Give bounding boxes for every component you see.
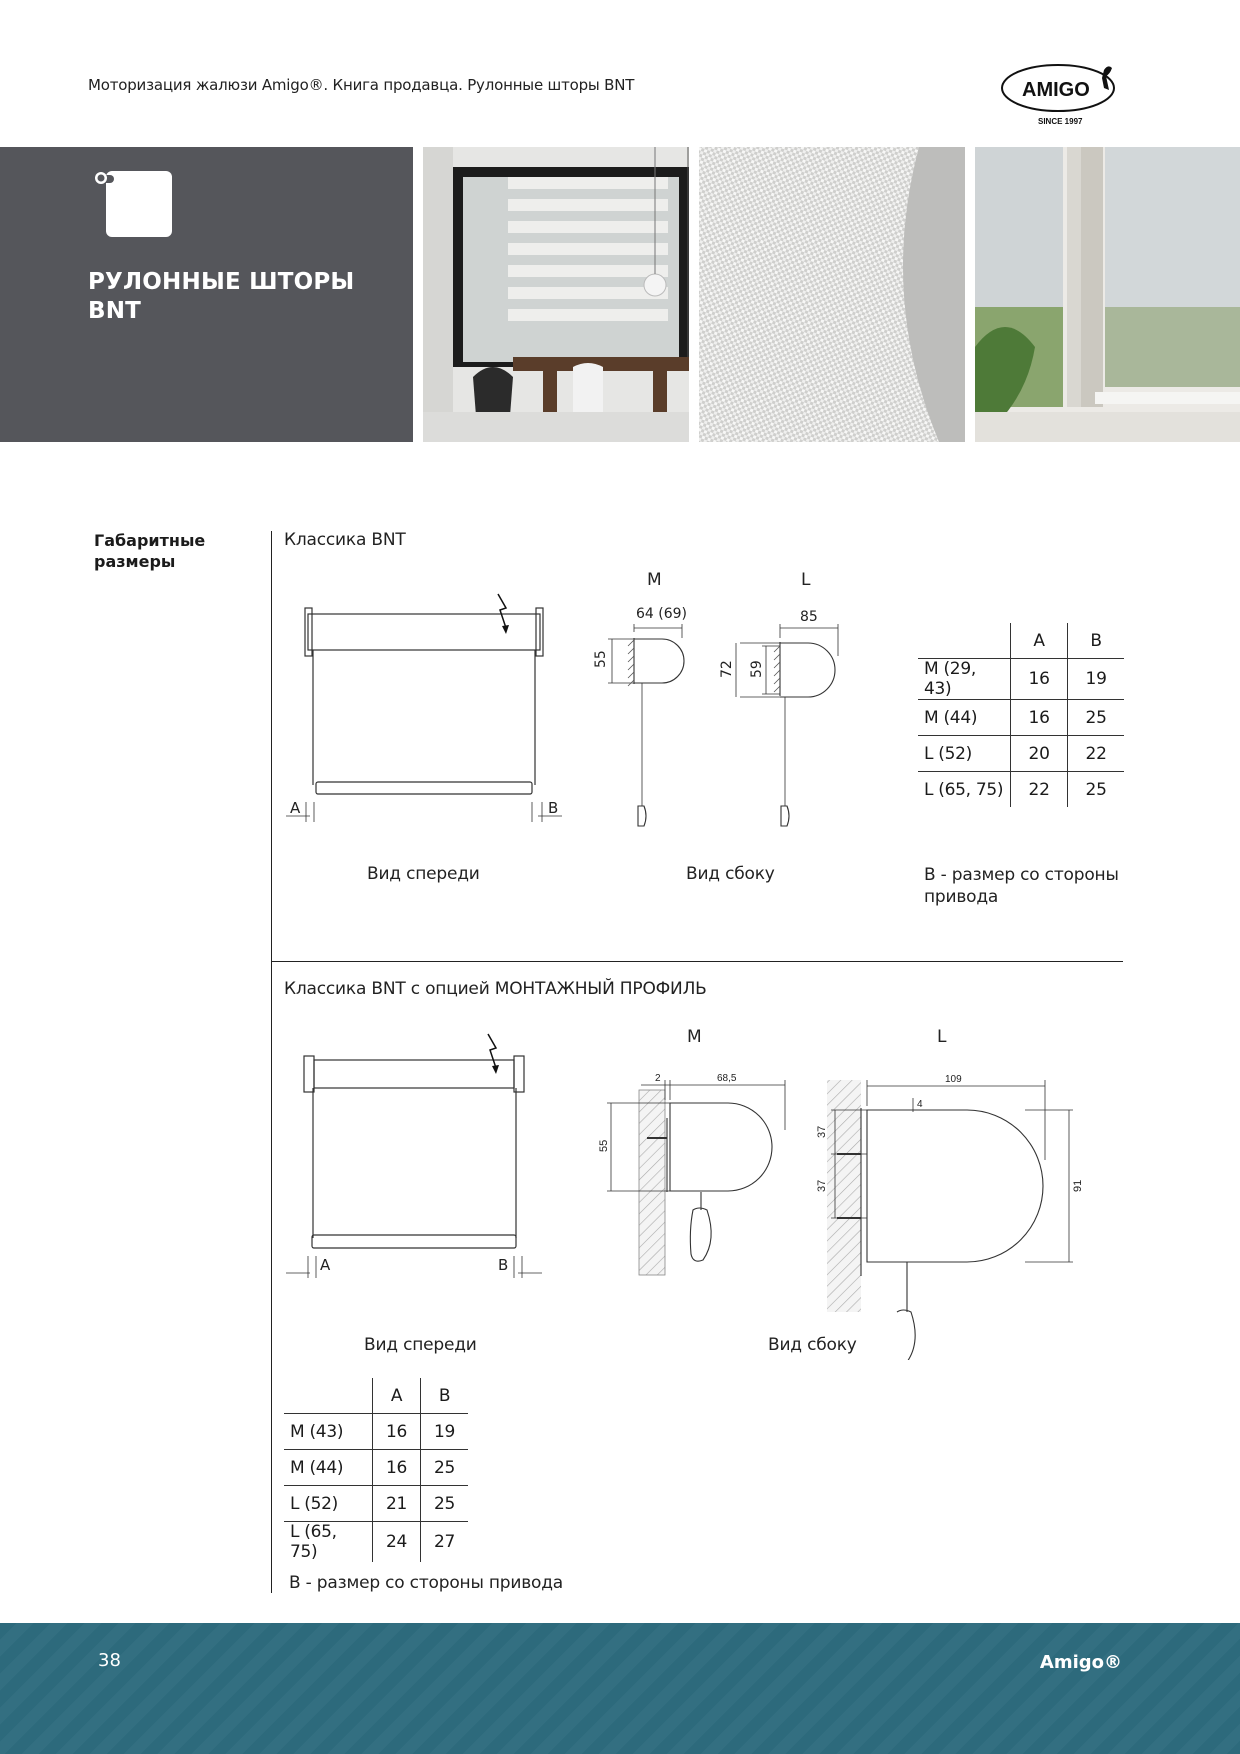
svg-text:A: A [290,799,301,817]
svg-text:37: 37 [816,1125,828,1138]
svg-text:SINCE 1997: SINCE 1997 [1038,117,1083,126]
section1-note: B - размер со стороны привода [924,865,1119,907]
banner-title-line1: РУЛОННЫЕ ШТОРЫ [88,269,355,295]
section-divider [271,961,1123,962]
svg-text:M: M [687,1027,702,1047]
section1-caption-side: Вид сбоку [686,864,775,884]
svg-text:64 (69): 64 (69) [636,606,688,622]
section2-side-view-drawing [595,1020,1085,1360]
table-row: L (52) 20 22 [918,736,1124,772]
table-row: M (43) 16 19 [284,1414,468,1450]
section1-title: Классика BNT [284,530,406,550]
table-header-a: A [1011,623,1068,659]
svg-text:59: 59 [749,660,765,678]
photo-fabric-texture [699,147,965,442]
svg-text:37: 37 [816,1179,828,1192]
section-label-line1: Габаритные [94,531,206,550]
svg-text:B: B [498,1256,509,1274]
section1-dimension-table [918,623,1124,807]
table-row: L (65, 75) 22 25 [918,772,1124,808]
vertical-divider [271,531,272,1593]
svg-text:A: A [320,1256,331,1274]
svg-text:72: 72 [719,660,735,678]
amigo-logo [1000,58,1125,128]
footer-brand: Amigo® [1039,1652,1122,1673]
section2-note: B - размер со стороны привода [289,1573,564,1593]
section-label [94,530,205,572]
page-footer [0,1623,1240,1754]
svg-text:55: 55 [598,1139,610,1152]
banner-title-line2: BNT [88,298,142,324]
table-row: L (52) 21 25 [284,1486,468,1522]
svg-text:55: 55 [593,650,609,668]
table-header-b: B [1068,623,1124,659]
section2-caption-side: Вид сбоку [768,1335,857,1355]
svg-text:4: 4 [917,1099,923,1110]
section2-caption-front: Вид спереди [364,1335,477,1355]
svg-text:85: 85 [800,609,818,625]
svg-text:L: L [801,570,811,590]
svg-text:109: 109 [945,1074,962,1085]
svg-text:L: L [937,1027,947,1047]
section-label-line2: размеры [94,552,176,571]
svg-text:68,5: 68,5 [717,1073,737,1084]
page-number: 38 [98,1650,121,1671]
svg-text:AMIGO: AMIGO [1022,79,1090,101]
table-row: L (65, 75) 24 27 [284,1522,468,1563]
roller-blind-icon [92,169,176,239]
section2-title: Классика BNT с опцией МОНТАЖНЫЙ ПРОФИЛЬ [284,979,707,999]
photo-interior-blind [423,147,689,442]
section2-front-view-drawing [280,1030,550,1280]
banner-title [88,268,354,326]
section1-front-view-drawing [280,590,580,830]
table-header-b: B [421,1378,468,1414]
section1-side-view-drawing [590,566,860,836]
table-row: M (44) 16 25 [284,1450,468,1486]
section1-caption-front: Вид спереди [367,864,480,884]
svg-text:B: B [548,799,559,817]
svg-text:M: M [647,570,662,590]
table-header-a: A [373,1378,421,1414]
table-row: M (29, 43) 16 19 [918,659,1124,700]
table-row: M (44) 16 25 [918,700,1124,736]
document-header-title: Моторизация жалюзи Amigo®. Книга продавца. Рулонные шторы BNT [88,76,635,94]
svg-text:2: 2 [655,1073,661,1084]
svg-text:91: 91 [1072,1179,1084,1192]
photo-window-blinds [975,147,1240,442]
section2-dimension-table [284,1378,468,1562]
